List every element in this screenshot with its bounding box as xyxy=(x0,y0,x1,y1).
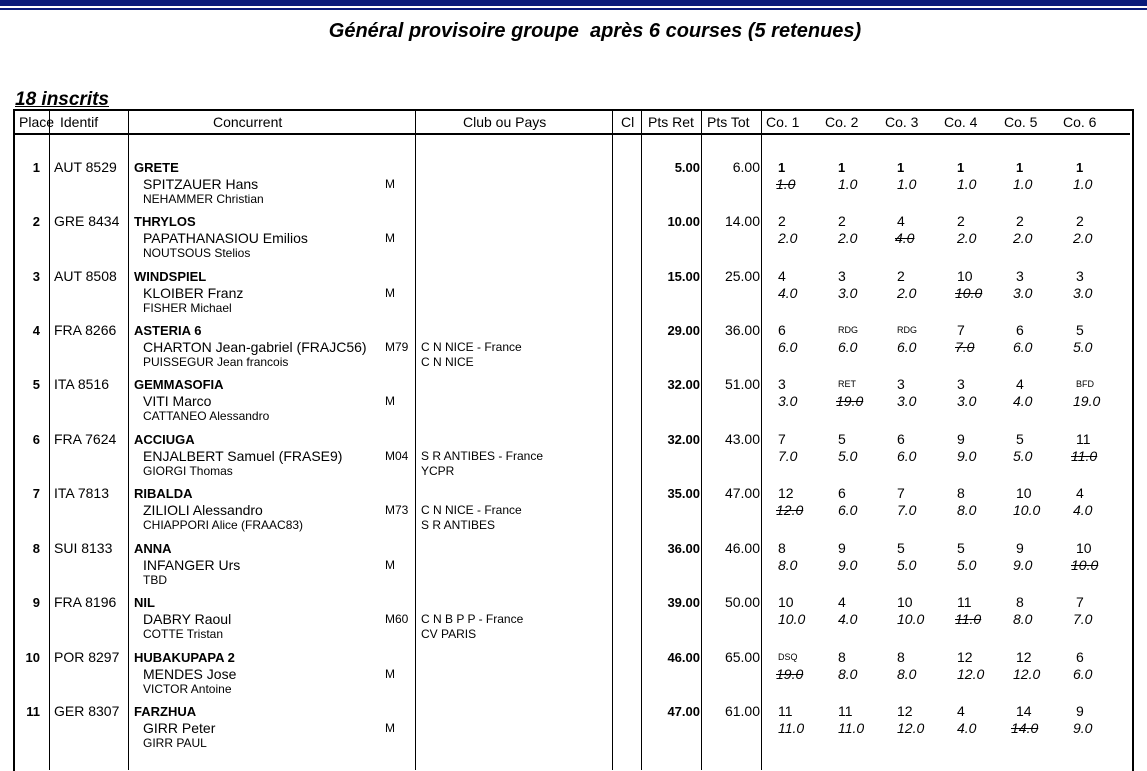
table-row xyxy=(0,269,1147,323)
category-cell: M04 xyxy=(385,449,409,463)
race-rank-cell: 12 xyxy=(1016,649,1032,665)
club-secondary-cell: CV PARIS xyxy=(421,627,477,641)
crew-name: NOUTSOUS Stelios xyxy=(143,246,251,260)
race-score-cell: 2.0 xyxy=(957,230,977,246)
race-rank-cell: 1 xyxy=(1016,160,1024,175)
pts-ret-cell: 10.00 xyxy=(667,214,700,229)
race-rank-cell: 5 xyxy=(838,431,846,447)
pts-ret-cell: 35.00 xyxy=(667,486,700,501)
pts-tot-cell: 14.00 xyxy=(724,213,760,229)
race-score-cell: 2.0 xyxy=(897,285,917,301)
category-cell: M60 xyxy=(385,612,409,626)
race-score-cell: 4.0 xyxy=(838,611,858,627)
race-score-cell: 2.0 xyxy=(778,230,798,246)
race-score-cell: 9.0 xyxy=(1013,557,1033,573)
boat-name: WINDSPIEL xyxy=(134,269,207,284)
club-cell: C N B P P - France xyxy=(421,612,524,626)
race-rank-cell: 6 xyxy=(838,485,846,501)
top-rule-thin xyxy=(0,8,1147,10)
race-score-cell: 8.0 xyxy=(778,557,798,573)
place-cell: 3 xyxy=(32,269,40,284)
race-rank-cell: 9 xyxy=(957,431,965,447)
header-identif: Identif xyxy=(60,114,99,130)
identif-cell: FRA 8196 xyxy=(54,594,117,610)
race-score-dropped: 19.0 xyxy=(776,666,804,682)
header-club: Club ou Pays xyxy=(463,114,547,130)
race-rank-cell: 6 xyxy=(1016,322,1024,338)
pts-tot-cell: 36.00 xyxy=(724,322,760,338)
race-score-cell: 1.0 xyxy=(838,176,858,192)
helm-name: INFANGER Urs xyxy=(143,557,241,573)
entrants-count: 18 inscrits xyxy=(15,89,109,110)
top-rule xyxy=(0,0,1147,6)
race-rank-cell: 12 xyxy=(957,649,973,665)
helm-name: VITI Marco xyxy=(143,393,212,409)
pts-ret-cell: 46.00 xyxy=(667,650,700,665)
helm-name: MENDES Jose xyxy=(143,666,237,682)
race-rank-cell: 9 xyxy=(1076,703,1084,719)
race-score-cell: 7.0 xyxy=(1073,611,1093,627)
page-title: Général provisoire groupe après 6 courses (5 retenues) xyxy=(328,20,862,42)
place-cell: 10 xyxy=(25,650,40,665)
race-score-cell: 10.0 xyxy=(1013,502,1041,518)
race-rank-cell: 2 xyxy=(838,213,846,229)
club-secondary-cell: C N NICE xyxy=(421,355,474,369)
boat-name: ASTERIA 6 xyxy=(134,323,202,338)
helm-name: PAPATHANASIOU Emilios xyxy=(143,230,308,246)
helm-name: ENJALBERT Samuel (FRASE9) xyxy=(143,448,343,464)
race-rank-cell: 7 xyxy=(1076,594,1084,610)
table-row xyxy=(0,486,1147,540)
identif-cell: AUT 8508 xyxy=(54,268,117,284)
race-rank-cell: 10 xyxy=(957,268,973,284)
race-score-cell: 6.0 xyxy=(897,339,917,355)
identif-cell: POR 8297 xyxy=(54,649,120,665)
category-cell: M xyxy=(385,177,395,191)
race-score-dropped: 19.0 xyxy=(836,393,864,409)
pts-tot-cell: 6.00 xyxy=(732,159,760,175)
race-rank-cell: 5 xyxy=(1076,322,1084,338)
helm-name: ZILIOLI Alessandro xyxy=(143,502,263,518)
race-rank-cell: 8 xyxy=(838,649,846,665)
race-rank-cell: 8 xyxy=(778,540,786,556)
race-score-cell: 10.0 xyxy=(778,611,806,627)
table-row xyxy=(0,650,1147,704)
race-score-cell: 3.0 xyxy=(778,393,798,409)
club-secondary-cell: S R ANTIBES xyxy=(421,518,496,532)
header-course-5: Co. 5 xyxy=(1004,114,1038,130)
helm-name: DABRY Raoul xyxy=(143,611,232,627)
race-rank-cell: 1 xyxy=(1076,160,1084,175)
race-score-cell: 1.0 xyxy=(897,176,917,192)
boat-name: FARZHUA xyxy=(134,704,197,719)
race-score-cell: 5.0 xyxy=(897,557,917,573)
race-rank-cell: 5 xyxy=(957,540,965,556)
race-rank-cell: RDG xyxy=(897,325,917,335)
race-score-cell: 12.0 xyxy=(1013,666,1041,682)
identif-cell: FRA 7624 xyxy=(54,431,117,447)
race-rank-cell: 6 xyxy=(897,431,905,447)
race-rank-cell: 1 xyxy=(897,160,905,175)
identif-cell: ITA 8516 xyxy=(54,376,110,392)
race-score-dropped: 10.0 xyxy=(1071,557,1099,573)
place-cell: 7 xyxy=(32,486,40,501)
race-score-cell: 7.0 xyxy=(778,448,798,464)
race-rank-cell: 14 xyxy=(1016,703,1032,719)
category-cell: M xyxy=(385,231,395,245)
race-score-cell: 2.0 xyxy=(838,230,858,246)
crew-name: PUISSEGUR Jean francois xyxy=(143,355,289,369)
race-rank-cell: BFD xyxy=(1076,379,1094,389)
race-rank-cell: 4 xyxy=(1016,376,1024,392)
race-score-dropped: 12.0 xyxy=(776,502,804,518)
helm-name: KLOIBER Franz xyxy=(143,285,244,301)
race-score-cell: 1.0 xyxy=(1013,176,1033,192)
header-separator xyxy=(14,133,1130,135)
pts-ret-cell: 29.00 xyxy=(667,323,700,338)
header-place: Place xyxy=(19,114,55,130)
identif-cell: FRA 8266 xyxy=(54,322,117,338)
table-row xyxy=(0,214,1147,268)
boat-name: GRETE xyxy=(134,160,179,175)
pts-tot-cell: 43.00 xyxy=(724,431,760,447)
race-rank-cell: 12 xyxy=(778,485,794,501)
race-score-dropped: 11.0 xyxy=(955,611,982,627)
place-cell: 6 xyxy=(32,432,40,447)
header-course-6: Co. 6 xyxy=(1063,114,1097,130)
race-rank-cell: 4 xyxy=(897,213,905,229)
race-score-cell: 6.0 xyxy=(1073,666,1093,682)
race-score-cell: 8.0 xyxy=(957,502,977,518)
pts-ret-cell: 32.00 xyxy=(667,432,700,447)
pts-ret-cell: 47.00 xyxy=(667,704,700,719)
race-score-cell: 8.0 xyxy=(897,666,917,682)
race-score-cell: 3.0 xyxy=(1013,285,1033,301)
race-rank-cell: 3 xyxy=(778,376,786,392)
race-rank-cell: 11 xyxy=(838,703,853,719)
identif-cell: ITA 7813 xyxy=(54,485,110,501)
race-score-cell: 6.0 xyxy=(897,448,917,464)
category-cell: M xyxy=(385,394,395,408)
pts-tot-cell: 65.00 xyxy=(724,649,760,665)
race-rank-cell: 2 xyxy=(1076,213,1084,229)
race-score-cell: 5.0 xyxy=(838,448,858,464)
identif-cell: GRE 8434 xyxy=(54,213,120,229)
race-rank-cell: 10 xyxy=(1076,540,1092,556)
race-rank-cell: 1 xyxy=(957,160,965,175)
race-rank-cell: 7 xyxy=(897,485,905,501)
header-course-2: Co. 2 xyxy=(825,114,859,130)
race-rank-cell: 4 xyxy=(957,703,965,719)
crew-name: CATTANEO Alessandro xyxy=(143,409,270,423)
crew-name: COTTE Tristan xyxy=(143,627,224,641)
race-score-cell: 4.0 xyxy=(957,720,977,736)
club-cell: S R ANTIBES - France xyxy=(421,449,544,463)
boat-name: ACCIUGA xyxy=(134,432,195,447)
race-rank-cell: 4 xyxy=(838,594,846,610)
place-cell: 1 xyxy=(32,160,40,175)
pts-tot-cell: 61.00 xyxy=(724,703,760,719)
place-cell: 8 xyxy=(32,541,40,556)
pts-tot-cell: 47.00 xyxy=(724,485,760,501)
boat-name: ANNA xyxy=(134,541,172,556)
category-cell: M79 xyxy=(385,340,409,354)
helm-name: GIRR Peter xyxy=(143,720,216,736)
race-score-cell: 4.0 xyxy=(1073,502,1093,518)
race-rank-cell: RDG xyxy=(838,325,858,335)
race-score-cell: 2.0 xyxy=(1073,230,1093,246)
race-rank-cell: 1 xyxy=(778,160,786,175)
category-cell: M xyxy=(385,558,395,572)
place-cell: 5 xyxy=(32,377,40,392)
race-score-cell: 3.0 xyxy=(1073,285,1093,301)
header-pts-ret: Pts Ret xyxy=(648,114,694,130)
race-score-cell: 9.0 xyxy=(1073,720,1093,736)
table-row xyxy=(0,704,1147,758)
race-rank-cell: 8 xyxy=(957,485,965,501)
crew-name: NEHAMMER Christian xyxy=(143,192,264,206)
race-score-cell: 3.0 xyxy=(897,393,917,409)
race-rank-cell: 2 xyxy=(1016,213,1024,229)
race-rank-cell: 4 xyxy=(1076,485,1084,501)
race-rank-cell: 8 xyxy=(897,649,905,665)
pts-ret-cell: 36.00 xyxy=(667,541,700,556)
table-row xyxy=(0,377,1147,431)
pts-tot-cell: 51.00 xyxy=(724,376,760,392)
crew-name: FISHER Michael xyxy=(143,301,232,315)
boat-name: RIBALDA xyxy=(134,486,193,501)
table-row xyxy=(0,160,1147,214)
race-rank-cell: 11 xyxy=(778,703,793,719)
boat-name: NIL xyxy=(134,595,155,610)
race-rank-cell: 9 xyxy=(838,540,846,556)
race-score-cell: 1.0 xyxy=(1073,176,1093,192)
header-course-1: Co. 1 xyxy=(766,114,800,130)
race-score-cell: 6.0 xyxy=(838,502,858,518)
header-pts-tot: Pts Tot xyxy=(707,114,750,130)
race-rank-cell: 7 xyxy=(957,322,965,338)
race-rank-cell: 10 xyxy=(778,594,794,610)
boat-name: HUBAKUPAPA 2 xyxy=(134,650,235,665)
race-score-cell: 6.0 xyxy=(1013,339,1033,355)
race-score-cell: 1.0 xyxy=(957,176,977,192)
race-score-cell: 7.0 xyxy=(897,502,917,518)
boat-name: THRYLOS xyxy=(134,214,196,229)
race-rank-cell: 2 xyxy=(957,213,965,229)
race-rank-cell: 9 xyxy=(1016,540,1024,556)
race-score-cell: 8.0 xyxy=(1013,611,1033,627)
race-score-cell: 2.0 xyxy=(1013,230,1033,246)
race-rank-cell: 1 xyxy=(838,160,846,175)
identif-cell: SUI 8133 xyxy=(54,540,113,556)
race-score-cell: 12.0 xyxy=(897,720,925,736)
race-score-cell: 6.0 xyxy=(778,339,798,355)
race-rank-cell: 11 xyxy=(1076,431,1091,447)
club-cell: C N NICE - France xyxy=(421,503,522,517)
race-score-dropped: 1.0 xyxy=(776,176,796,192)
race-rank-cell: 12 xyxy=(897,703,913,719)
race-score-cell: 12.0 xyxy=(957,666,985,682)
race-score-dropped: 4.0 xyxy=(895,230,915,246)
race-score-cell: 4.0 xyxy=(1013,393,1033,409)
race-score-cell: 6.0 xyxy=(838,339,858,355)
table-row xyxy=(0,323,1147,377)
category-cell: M xyxy=(385,721,395,735)
club-secondary-cell: YCPR xyxy=(421,464,455,478)
helm-name: SPITZAUER Hans xyxy=(143,176,259,192)
table-row xyxy=(0,432,1147,486)
pts-ret-cell: 15.00 xyxy=(667,269,700,284)
pts-tot-cell: 25.00 xyxy=(724,268,760,284)
table-row xyxy=(0,595,1147,649)
place-cell: 11 xyxy=(26,704,40,719)
race-score-dropped: 10.0 xyxy=(955,285,983,301)
race-rank-cell: DSQ xyxy=(778,652,798,662)
race-rank-cell: 3 xyxy=(897,376,905,392)
race-rank-cell: RET xyxy=(838,379,856,389)
category-cell: M73 xyxy=(385,503,409,517)
race-score-cell: 5.0 xyxy=(957,557,977,573)
race-rank-cell: 5 xyxy=(1016,431,1024,447)
race-score-cell: 8.0 xyxy=(838,666,858,682)
race-rank-cell: 2 xyxy=(778,213,786,229)
race-rank-cell: 10 xyxy=(897,594,913,610)
race-rank-cell: 11 xyxy=(957,594,972,610)
race-score-cell: 11.0 xyxy=(838,720,865,736)
race-score-cell: 3.0 xyxy=(957,393,977,409)
race-rank-cell: 10 xyxy=(1016,485,1032,501)
race-rank-cell: 6 xyxy=(1076,649,1084,665)
race-score-cell: 5.0 xyxy=(1013,448,1033,464)
race-rank-cell: 8 xyxy=(1016,594,1024,610)
category-cell: M xyxy=(385,286,395,300)
race-rank-cell: 3 xyxy=(1016,268,1024,284)
race-rank-cell: 4 xyxy=(778,268,786,284)
race-score-cell: 4.0 xyxy=(778,285,798,301)
race-score-dropped: 14.0 xyxy=(1011,720,1039,736)
pts-tot-cell: 46.00 xyxy=(724,540,760,556)
pts-tot-cell: 50.00 xyxy=(724,594,760,610)
header-course-4: Co. 4 xyxy=(944,114,978,130)
race-score-cell: 5.0 xyxy=(1073,339,1093,355)
place-cell: 4 xyxy=(32,323,40,338)
identif-cell: AUT 8529 xyxy=(54,159,117,175)
race-rank-cell: 3 xyxy=(838,268,846,284)
race-score-dropped: 11.0 xyxy=(1071,448,1098,464)
header-concurrent: Concurrent xyxy=(213,114,283,130)
race-rank-cell: 6 xyxy=(778,322,786,338)
place-cell: 2 xyxy=(32,214,40,229)
race-score-cell: 19.0 xyxy=(1073,393,1101,409)
pts-ret-cell: 39.00 xyxy=(667,595,700,610)
race-rank-cell: 7 xyxy=(778,431,786,447)
race-rank-cell: 5 xyxy=(897,540,905,556)
table-row xyxy=(0,541,1147,595)
boat-name: GEMMASOFIA xyxy=(134,377,224,392)
crew-name: VICTOR Antoine xyxy=(143,682,232,696)
pts-ret-cell: 32.00 xyxy=(667,377,700,392)
race-score-cell: 9.0 xyxy=(838,557,858,573)
header-course-3: Co. 3 xyxy=(885,114,919,130)
race-score-cell: 10.0 xyxy=(897,611,925,627)
crew-name: CHIAPPORI Alice (FRAAC83) xyxy=(143,518,304,532)
race-score-dropped: 7.0 xyxy=(955,339,975,355)
place-cell: 9 xyxy=(32,595,40,610)
club-cell: C N NICE - France xyxy=(421,340,522,354)
helm-name: CHARTON Jean-gabriel (FRAJC56) xyxy=(143,339,367,355)
crew-name: GIRR PAUL xyxy=(143,736,207,750)
race-score-cell: 11.0 xyxy=(778,720,805,736)
race-rank-cell: 3 xyxy=(1076,268,1084,284)
category-cell: M xyxy=(385,667,395,681)
race-rank-cell: 2 xyxy=(897,268,905,284)
race-score-cell: 3.0 xyxy=(838,285,858,301)
pts-ret-cell: 5.00 xyxy=(674,160,700,175)
crew-name: GIORGI Thomas xyxy=(143,464,233,478)
identif-cell: GER 8307 xyxy=(54,703,120,719)
race-rank-cell: 3 xyxy=(957,376,965,392)
header-cl: Cl xyxy=(621,114,635,130)
crew-name: TBD xyxy=(143,573,167,587)
race-score-cell: 9.0 xyxy=(957,448,977,464)
